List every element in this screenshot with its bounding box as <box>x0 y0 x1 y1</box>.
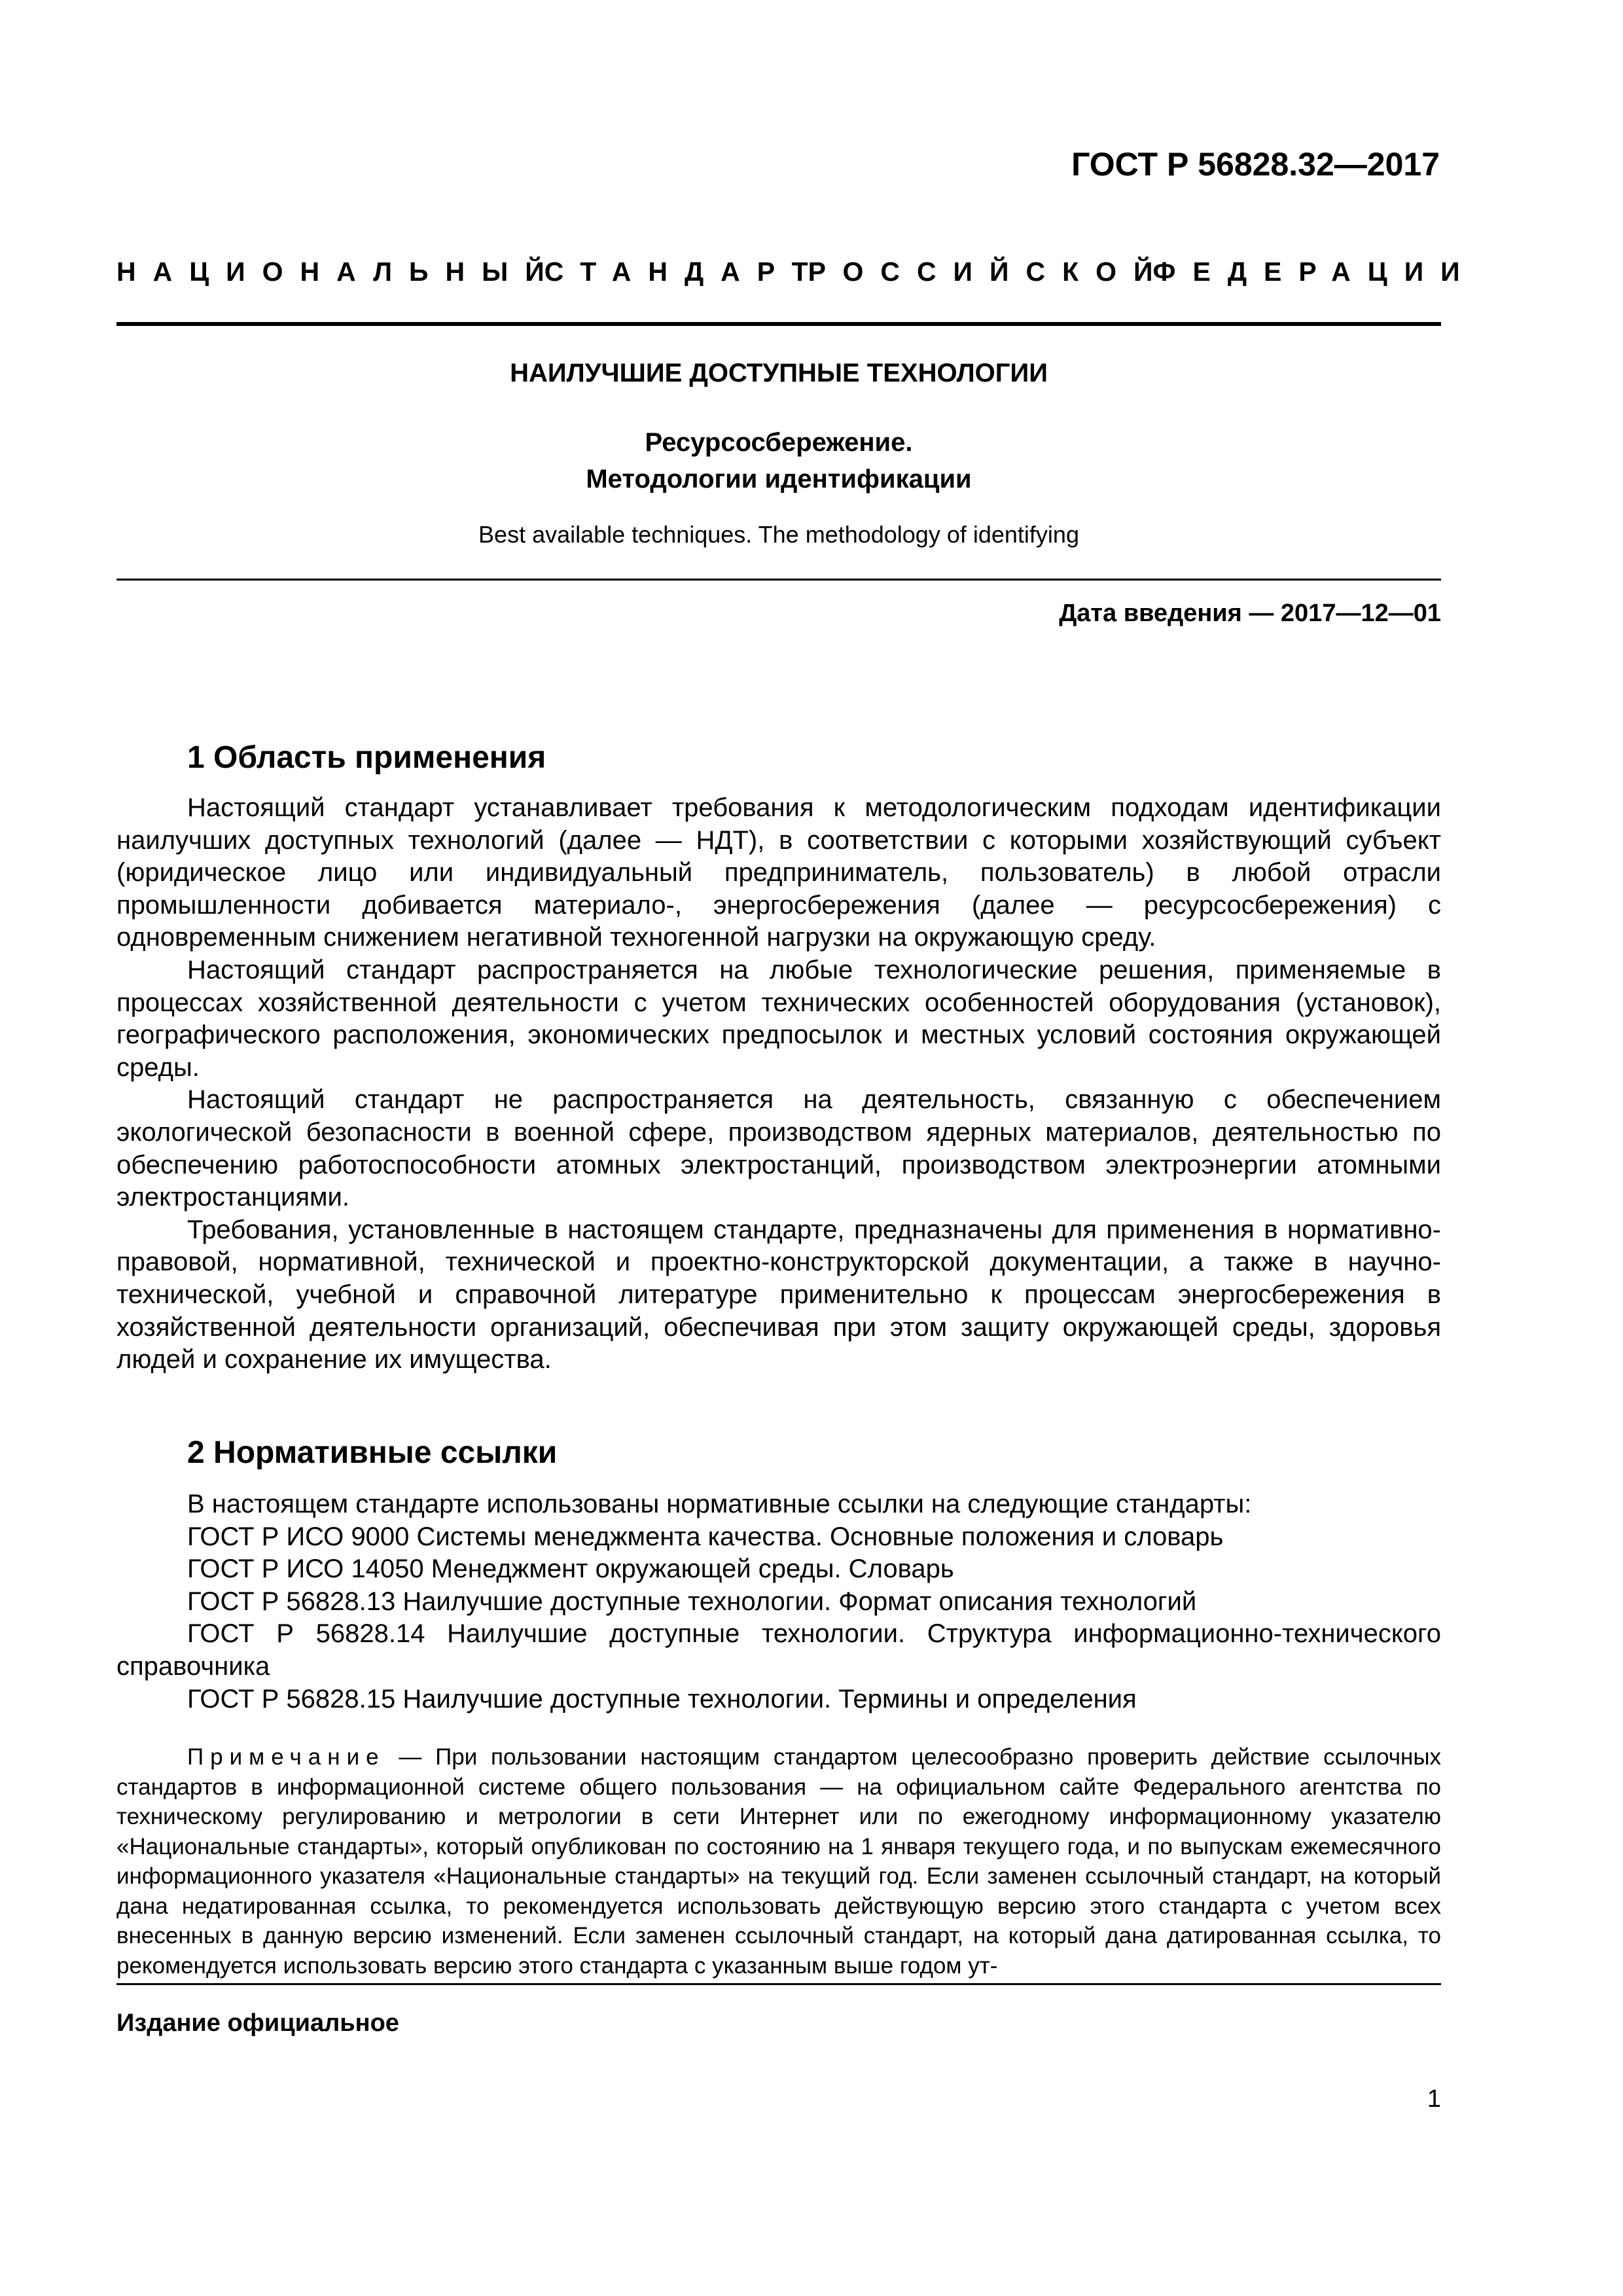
page-number: 1 <box>1427 2085 1441 2113</box>
list-item: В настоящем стандарте использованы нормативные ссылки на следующие стандарты: <box>187 1490 1252 1518</box>
title-rule <box>116 579 1441 581</box>
document-subtitle <box>116 424 1441 497</box>
english-title: Best available techniques. The methodology of identifying <box>478 521 1079 548</box>
section-heading-scope: 1 Область применения <box>187 740 546 775</box>
footer-rule <box>116 1983 1441 1985</box>
national-standard-banner <box>116 257 1477 287</box>
subtitle-line: Методологии идентификации <box>586 465 972 493</box>
paragraph: Требования, установленные в настоящем стандарте, предназначены для применения в нормативно-правовой, нормативной, технической и проектно-конструкторской документации, а также в научно-технической, учебной и справочной литературе применительно к процессам энергосбережения в хозяйственной деятельности организаций, обеспечивая при этом защиту окружающей среды, здоровья людей и сохранение их имущества. <box>116 1215 1441 1374</box>
document-title: НАИЛУЧШИЕ ДОСТУПНЫЕ ТЕХНОЛОГИИ <box>510 359 1048 387</box>
section-heading-references: 2 Нормативные ссылки <box>187 1435 558 1470</box>
list-item: ГОСТ Р 56828.14 Наилучшие доступные технологии. Структура информационно-технического справочника <box>116 1619 1441 1681</box>
note-paragraph <box>116 1742 1441 1981</box>
edition-label: Издание официальное <box>116 2009 399 2037</box>
header-rule <box>116 322 1441 326</box>
references-list <box>116 1488 1441 1715</box>
section-body-scope <box>116 792 1441 1376</box>
list-item: ГОСТ Р 56828.13 Наилучшие доступные технологии. Формат описания технологий <box>187 1587 1197 1616</box>
paragraph: Настоящий стандарт не распространяется на деятельность, связанную с обеспечением экологической безопасности в военной сфере, производством ядерных материалов, деятельностью по обеспечению работоспособности атомных электростанций, производством электроэнергии атомными электростанциями. <box>116 1085 1441 1212</box>
banner-word: РОССИЙСКОЙ <box>808 257 1170 287</box>
paragraph: Настоящий стандарт устанавливает требования к методологическим подходам идентификации наилучших доступных технологий (далее — НДТ), в соответствии с которыми хозяйствующий субъект (юридическое лицо или индивидуальный предприниматель, пользователь) в любой отрасли промышленности добивается материало-, энергосбережения (далее — ресурсосбережения) с одновременным снижением негативной техногенной нагрузки на окружающую среду. <box>116 793 1441 952</box>
standard-designation: ГОСТ Р 56828.32—2017 <box>1071 146 1440 183</box>
banner-word: НАЦИОНАЛЬНЫЙ <box>116 257 562 287</box>
note-text: — При пользовании настоящим стандартом целесообразно проверить действие ссылочных стандартов в информационной системе общего пользования — на официальном сайте Федерального агентства по техническому регулированию и метрологии в сети Интернет или по ежегодному информационному указателю «Национальные стандарты», который опубликован по состоянию на 1 января текущего года, и по выпускам ежемесячного информационного указателя «Национальные стандарты» на текущий год. Если заменен ссылочный стандарт, на который дана недатированная ссылка, то рекомендуется использовать действующую версию этого стандарта с учетом всех внесенных в данную версию изменений. Если заменен ссылочный стандарт, на который дана датированная ссылка, то рекомендуется использовать версию этого стандарта с указанным выше годом ут- <box>116 1744 1441 1979</box>
banner-word: ФЕДЕРАЦИИ <box>1152 257 1477 287</box>
list-item: ГОСТ Р 56828.15 Наилучшие доступные технологии. Термины и определения <box>187 1684 1137 1713</box>
paragraph: Настоящий стандарт распространяется на любые технологические решения, применяемые в процессах хозяйственной деятельности с учетом технических особенностей оборудования (установок), географического расположения, экономических предпосылок и местных условий состояния окружающей среды. <box>116 955 1441 1082</box>
list-item: ГОСТ Р ИСО 14050 Менеджмент окружающей среды. Словарь <box>187 1554 954 1584</box>
banner-word: СТАНДАРТ <box>544 257 825 287</box>
introduction-date: Дата введения — 2017—12—01 <box>1059 600 1441 627</box>
list-item: ГОСТ Р ИСО 9000 Системы менеджмента качества. Основные положения и словарь <box>187 1522 1224 1551</box>
note-label: Примечание <box>187 1744 385 1770</box>
subtitle-line: Ресурсосбережение. <box>645 428 913 457</box>
